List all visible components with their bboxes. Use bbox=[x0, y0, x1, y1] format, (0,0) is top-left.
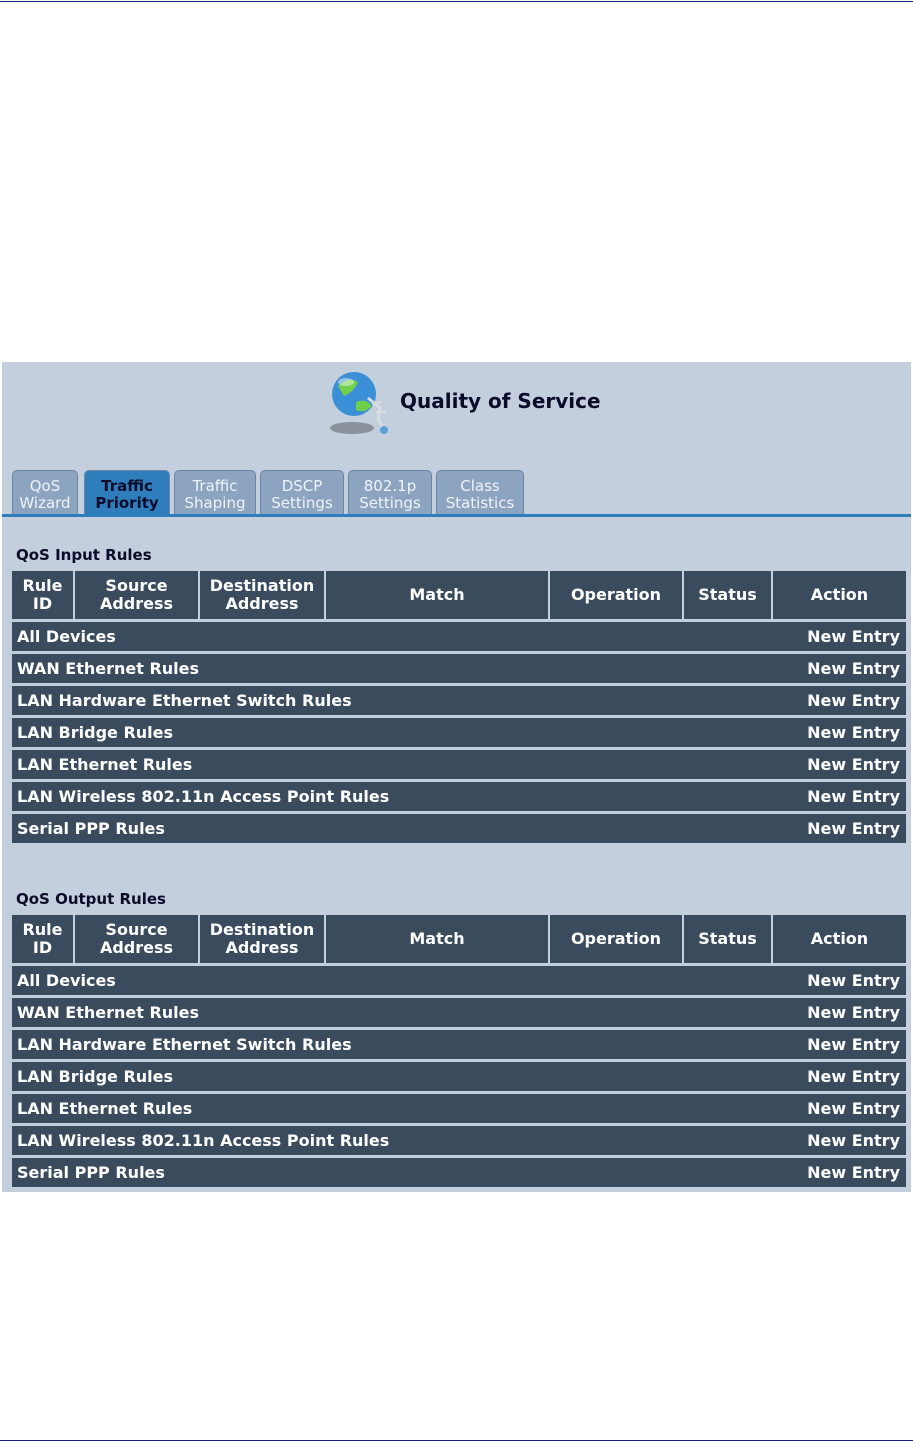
col-rule-id bbox=[12, 915, 73, 963]
col-action: Action bbox=[773, 915, 906, 963]
tab-8021p-settings[interactable] bbox=[348, 470, 432, 514]
col-operation: Operation bbox=[550, 571, 682, 619]
col-label: Address bbox=[99, 594, 174, 613]
new-entry-link[interactable]: New Entry bbox=[807, 1099, 900, 1118]
new-entry-link[interactable]: New Entry bbox=[807, 1035, 900, 1054]
tab-traffic-shaping[interactable] bbox=[174, 470, 256, 514]
row-label: Serial PPP Rules bbox=[17, 819, 165, 838]
table-header bbox=[12, 571, 906, 619]
row-label: LAN Hardware Ethernet Switch Rules bbox=[17, 1035, 352, 1054]
new-entry-link[interactable]: New Entry bbox=[807, 1163, 900, 1182]
bottom-rule bbox=[0, 1440, 913, 1441]
input-rules-title: QoS Input Rules bbox=[16, 546, 152, 564]
table-row bbox=[12, 654, 906, 683]
table-row bbox=[12, 1126, 906, 1155]
table-row bbox=[12, 814, 906, 843]
tab-label: Wizard bbox=[19, 494, 71, 512]
qos-globe-icon bbox=[328, 368, 394, 438]
table-row bbox=[12, 966, 906, 995]
row-label: LAN Ethernet Rules bbox=[17, 1099, 193, 1118]
tab-label: QoS bbox=[29, 477, 61, 495]
col-label: Address bbox=[99, 938, 174, 957]
col-label: ID bbox=[32, 938, 53, 957]
tab-class-statistics[interactable] bbox=[436, 470, 524, 514]
col-status: Status bbox=[684, 571, 771, 619]
tab-label: Traffic bbox=[192, 477, 238, 495]
row-label: Serial PPP Rules bbox=[17, 1163, 165, 1182]
col-label: Address bbox=[225, 938, 299, 957]
table-row bbox=[12, 686, 906, 715]
new-entry-link[interactable]: New Entry bbox=[807, 755, 900, 774]
col-match: Match bbox=[326, 571, 548, 619]
row-label: All Devices bbox=[17, 971, 116, 990]
col-operation: Operation bbox=[550, 915, 682, 963]
tab-label: Statistics bbox=[445, 494, 515, 512]
row-label: WAN Ethernet Rules bbox=[17, 659, 200, 678]
new-entry-link[interactable]: New Entry bbox=[807, 691, 900, 710]
col-label: Source bbox=[105, 576, 168, 595]
table-row bbox=[12, 1094, 906, 1123]
tab-label: 802.1p bbox=[363, 477, 417, 495]
col-label: ID bbox=[32, 594, 53, 613]
col-label: Address bbox=[225, 594, 299, 613]
table-row bbox=[12, 750, 906, 779]
new-entry-link[interactable]: New Entry bbox=[807, 1067, 900, 1086]
table-row bbox=[12, 1062, 906, 1091]
tab-dscp-settings[interactable] bbox=[260, 470, 344, 514]
col-label: Rule bbox=[22, 576, 63, 595]
tab-label: DSCP bbox=[281, 477, 323, 495]
col-destination-address bbox=[200, 571, 324, 619]
tab-label: Traffic bbox=[101, 477, 153, 495]
tab-traffic-priority[interactable] bbox=[84, 470, 170, 514]
row-label: WAN Ethernet Rules bbox=[17, 1003, 200, 1022]
page-title: Quality of Service bbox=[400, 389, 601, 413]
col-label: Destination bbox=[209, 576, 315, 595]
col-status: Status bbox=[684, 915, 771, 963]
qos-panel bbox=[2, 362, 911, 1192]
col-action: Action bbox=[773, 571, 906, 619]
new-entry-link[interactable]: New Entry bbox=[807, 627, 900, 646]
row-label: LAN Ethernet Rules bbox=[17, 755, 193, 774]
tab-underline bbox=[2, 514, 911, 517]
table-row bbox=[12, 782, 906, 811]
col-label: Source bbox=[105, 920, 168, 939]
new-entry-link[interactable]: New Entry bbox=[807, 659, 900, 678]
col-label: Rule bbox=[22, 920, 63, 939]
new-entry-link[interactable]: New Entry bbox=[807, 1003, 900, 1022]
row-label: LAN Bridge Rules bbox=[17, 723, 174, 742]
tab-label: Shaping bbox=[184, 494, 246, 512]
tab-qos-wizard[interactable] bbox=[12, 470, 78, 514]
col-label: Destination bbox=[209, 920, 315, 939]
row-label: LAN Wireless 802.11n Access Point Rules bbox=[17, 1131, 390, 1150]
page-header bbox=[2, 362, 911, 472]
top-rule bbox=[0, 1, 913, 2]
new-entry-link[interactable]: New Entry bbox=[807, 787, 900, 806]
row-label: LAN Wireless 802.11n Access Point Rules bbox=[17, 787, 390, 806]
tab-label: Class bbox=[460, 477, 500, 495]
tab-label: Settings bbox=[359, 494, 421, 512]
tab-label: Priority bbox=[95, 494, 159, 512]
new-entry-link[interactable]: New Entry bbox=[807, 1131, 900, 1150]
table-row bbox=[12, 622, 906, 651]
table-row bbox=[12, 1030, 906, 1059]
col-destination-address bbox=[200, 915, 324, 963]
col-match: Match bbox=[326, 915, 548, 963]
tab-label: Settings bbox=[271, 494, 333, 512]
table-row bbox=[12, 718, 906, 747]
new-entry-link[interactable]: New Entry bbox=[807, 723, 900, 742]
row-label: LAN Hardware Ethernet Switch Rules bbox=[17, 691, 352, 710]
table-row bbox=[12, 1158, 906, 1187]
table-header bbox=[12, 915, 906, 963]
row-label: LAN Bridge Rules bbox=[17, 1067, 174, 1086]
output-rules-title: QoS Output Rules bbox=[16, 890, 166, 908]
table-row bbox=[12, 998, 906, 1027]
col-rule-id bbox=[12, 571, 73, 619]
new-entry-link[interactable]: New Entry bbox=[807, 971, 900, 990]
col-source-address bbox=[75, 915, 198, 963]
col-source-address bbox=[75, 571, 198, 619]
new-entry-link[interactable]: New Entry bbox=[807, 819, 900, 838]
row-label: All Devices bbox=[17, 627, 116, 646]
